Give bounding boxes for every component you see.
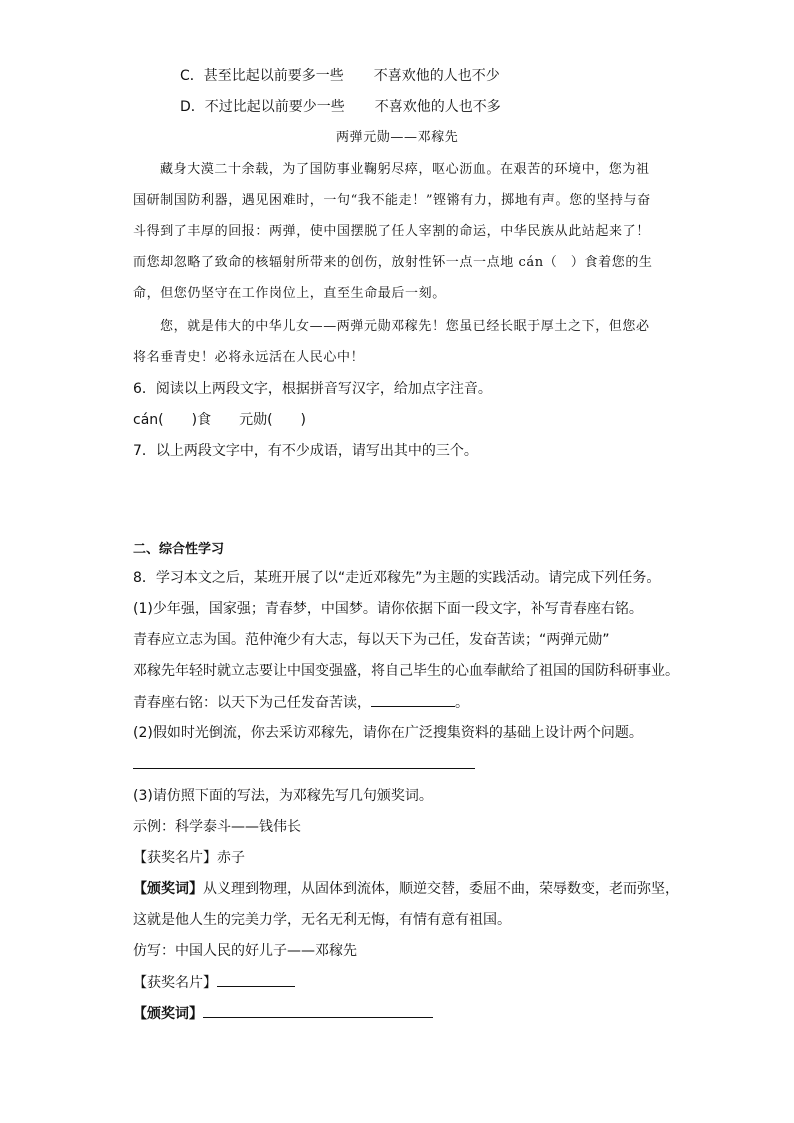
award-card-label: 【获奖名片】 [133, 850, 217, 866]
option-c [180, 66, 500, 86]
imitate-card-label: 【获奖名片】 [133, 975, 217, 991]
imitate-card-blank[interactable] [217, 972, 295, 987]
passage-p2-line-1: 您，就是伟大的中华儿女——两弹元勋邓稼先！您虽已经长眠于厚土之下，但您必 [160, 319, 650, 334]
question-8-intro: 8．学习本文之后，某班开展了以“走近邓稼先”为主题的实践活动。请完成下列任务。 [133, 570, 661, 586]
option-d-part-2: 不喜欢他的人也不多 [374, 99, 501, 115]
award-words-label: 【颁奖词】 [133, 881, 203, 897]
question-8-part-1: (1)少年强，国家强；青春梦，中国梦。请你依据下面一段文字，补写青春座右铭。 [133, 601, 643, 617]
passage-p1-line-3: 斗得到了丰厚的回报：两弹，使中国摆脱了任人宰割的命运，中华民族从此站起来了！ [133, 224, 650, 239]
section-heading: 二、综合性学习 [133, 542, 225, 557]
award-card-value: 赤子 [217, 850, 245, 866]
imitate-award-card [133, 972, 295, 993]
example-award-words [133, 879, 679, 899]
option-d [180, 97, 501, 117]
option-c-part-1: C．甚至比起以前要多一些 [180, 68, 344, 84]
motto-label: 青春座右铭：以天下为己任发奋苦读， [133, 695, 371, 711]
award-words-line-1: 从义理到物理，从固体到流体，顺逆交替，委屈不曲，荣辱数变，老而弥坚， [203, 881, 679, 897]
passage-p1-line-1: 藏身大漠二十余载，为了国防事业鞠躬尽瘁，呕心沥血。在艰苦的环境中，您为祖 [160, 162, 650, 177]
example-title: 示例：科学泰斗——钱伟长 [133, 819, 301, 835]
passage-title: 两弹元勋——邓稼先 [336, 130, 459, 145]
passage-p1-line-5: 命，但您仍坚守在工作岗位上，直至生命最后一刻。 [133, 286, 446, 301]
question-6: 6．阅读以上两段文字，根据拼音写汉字，给加点字注音。 [133, 381, 492, 397]
question-6-blanks: cán( )食 元勋( ) [133, 412, 306, 428]
interview-answer-line[interactable] [133, 768, 475, 769]
question-8-material-line-1: 青春应立志为国。范仲淹少有大志，每以天下为己任，发奋苦读；“两弹元勋” [133, 632, 610, 648]
imitate-award-words [133, 1003, 433, 1024]
option-d-part-1: D．不过比起以前要少一些 [180, 99, 345, 115]
passage-p2-line-2: 将名垂青史！必将永远活在人民心中！ [133, 350, 365, 365]
question-8-material-line-2: 邓稼先年轻时就立志要让中国变强盛，将自己毕生的心血奉献给了祖国的国防科研事业。 [133, 663, 679, 679]
example-award-card [133, 848, 245, 868]
passage-p1-line-2: 国研制国防利器，遇见困难时，一句“我不能走！”铿锵有力，掷地有声。您的坚持与奋 [133, 193, 651, 208]
motto-answer-blank[interactable] [371, 692, 455, 707]
imitate-words-blank[interactable] [203, 1003, 433, 1018]
imitate-title: 仿写：中国人民的好儿子——邓稼先 [133, 943, 357, 959]
imitate-words-label: 【颁奖词】 [133, 1006, 203, 1022]
motto-line [133, 692, 469, 713]
question-8-part-3: (3)请仿照下面的写法，为邓稼先写几句颁奖词。 [133, 788, 433, 804]
passage-p1-line-4: 而您却忽略了致命的核辐射所带来的创伤，放射性钚一点一点地 cán（ ）食着您的生 [133, 255, 653, 270]
motto-end: 。 [455, 695, 469, 711]
award-words-line-2: 这就是他人生的完美力学，无名无利无悔，有情有意有祖国。 [133, 912, 511, 928]
option-c-part-2: 不喜欢他的人也不少 [373, 68, 500, 84]
question-8-part-2: (2)假如时光倒流，你去采访邓稼先，请你在广泛搜集资料的基础上设计两个问题。 [133, 725, 643, 741]
question-7: 7．以上两段文字中，有不少成语，请写出其中的三个。 [133, 443, 478, 459]
